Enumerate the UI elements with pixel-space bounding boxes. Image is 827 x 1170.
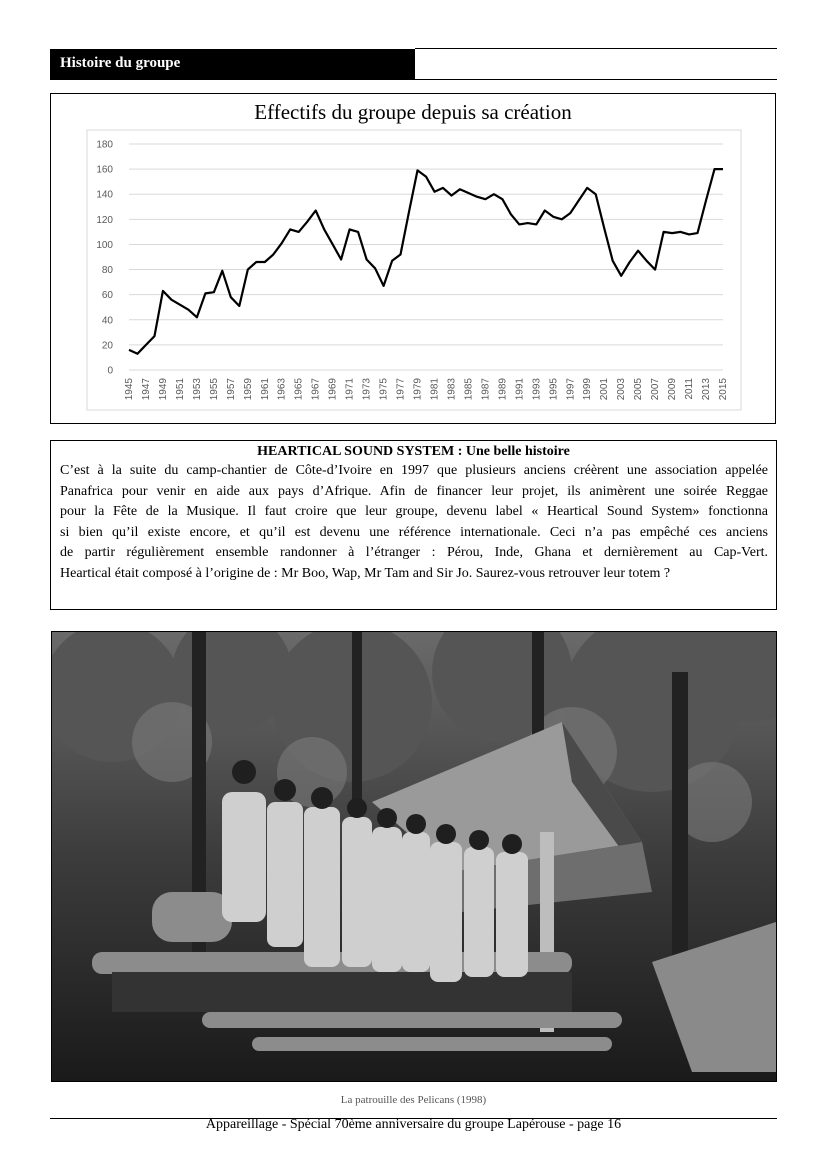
x-tick-label: 1947: [140, 378, 152, 401]
x-tick-label: 2003: [616, 378, 628, 401]
y-tick-label: 20: [101, 340, 113, 352]
x-tick-label: 1995: [548, 378, 560, 401]
x-tick-label: 1957: [225, 378, 237, 401]
x-tick-label: 1987: [480, 378, 492, 401]
x-tick-label: 2007: [650, 378, 662, 401]
x-tick-label: 1963: [276, 378, 288, 401]
article-line: Heartical était composé à l’origine de : Mr Boo, Wap, Mr Tam and Sir Jo. Saurez-vous retrouver leur totem ?: [60, 565, 671, 581]
x-tick-label: 1959: [242, 378, 254, 401]
article-line: de partir régulièrement ensemble randonner à l’étranger : Pérou, Inde, Ghana et dernièrement au Cap-Vert.: [60, 545, 768, 560]
x-tick-label: 1989: [497, 378, 509, 401]
x-tick-label: 1955: [208, 378, 220, 401]
article-title: HEARTICAL SOUND SYSTEM : Une belle histoire: [257, 444, 570, 459]
photo-caption: La patrouille des Pelicans (1998): [340, 1094, 487, 1106]
x-tick-label: 2013: [701, 378, 713, 401]
x-tick-label: 1999: [582, 378, 594, 401]
x-tick-label: 1977: [395, 378, 407, 401]
page-footer: Appareillage - Spécial 70ème anniversaire du groupe Lapérouse - page 16: [205, 1117, 622, 1132]
section-header: [50, 49, 415, 80]
y-tick-label: 100: [96, 239, 113, 251]
article-box: [50, 440, 777, 610]
group-photo: [51, 631, 777, 1082]
y-tick-label: 120: [96, 214, 113, 226]
x-tick-label: 1975: [378, 378, 390, 401]
x-tick-label: 2015: [718, 378, 729, 401]
x-tick-label: 1991: [514, 378, 526, 401]
y-tick-label: 160: [96, 164, 113, 176]
x-tick-label: 1969: [327, 378, 339, 401]
article-line: C’est à la suite du camp-chantier de Côte-d’Ivoire en 1997 que plusieurs anciens créèrent une association appelée: [60, 463, 768, 478]
x-tick-label: 2009: [667, 378, 679, 401]
y-tick-label: 80: [101, 265, 113, 277]
header-rule-top: [415, 48, 777, 49]
header-rule-bottom: [415, 79, 777, 80]
article-line: Panafrica pour venir en aide aux pays d’Afrique. Afin de financer leur projet, ils animèrent une soirée Reggae: [60, 483, 768, 499]
x-tick-label: 1945: [124, 378, 135, 401]
x-tick-label: 1967: [310, 378, 322, 401]
x-tick-label: 1965: [293, 378, 305, 401]
x-tick-label: 1971: [344, 378, 356, 401]
x-tick-label: 1949: [157, 378, 169, 401]
x-tick-label: 1951: [174, 378, 186, 401]
x-tick-label: 1985: [463, 378, 475, 401]
chart-title: Effectifs du groupe depuis sa création: [254, 100, 572, 124]
x-tick-label: 1979: [412, 378, 424, 401]
section-title: Histoire du groupe: [60, 55, 181, 71]
x-tick-label: 1961: [259, 378, 271, 401]
x-tick-label: 2001: [599, 378, 611, 401]
line-chart: [51, 94, 775, 423]
y-tick-label: 140: [96, 189, 113, 201]
article-line: si bien qu’il existe encore, et qu’il est devenu une référence internationale. Ceci n’a pas empêché ces anciens: [60, 524, 768, 540]
chart-frame: [50, 93, 776, 424]
x-tick-label: 1973: [361, 378, 373, 401]
x-tick-label: 1983: [446, 378, 458, 401]
article-body: [60, 461, 768, 584]
y-tick-label: 60: [101, 290, 113, 302]
x-tick-label: 1953: [191, 378, 203, 401]
x-tick-label: 1981: [429, 378, 441, 401]
y-tick-label: 0: [107, 365, 113, 377]
y-tick-label: 40: [101, 315, 113, 327]
x-tick-label: 1997: [565, 378, 577, 401]
x-tick-label: 2005: [633, 378, 645, 401]
photo-illustration: [52, 632, 776, 1081]
article-line: pour la Fête de la Musique. Il faut croire que leur groupe, devenu label « Heartical Sound System» fonctionna: [60, 504, 768, 519]
x-tick-label: 1993: [531, 378, 543, 401]
x-tick-label: 2011: [684, 378, 696, 400]
y-tick-label: 180: [96, 139, 113, 151]
